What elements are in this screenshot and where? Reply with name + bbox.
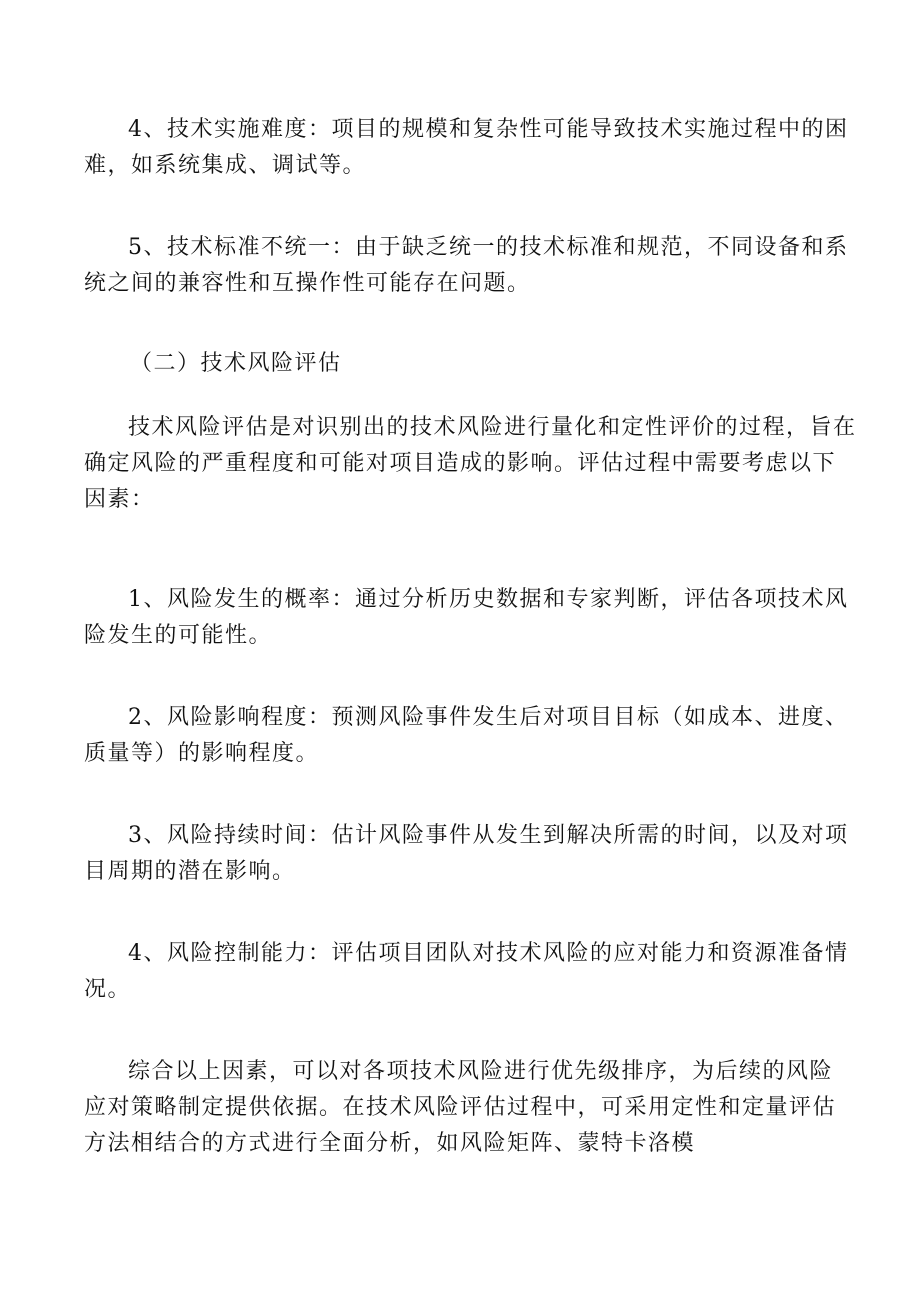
- text-line: 4、风险控制能力：评估项目团队对技术风险的应对能力和资源准备情: [128, 941, 849, 966]
- paragraph-risk-assessment-intro: [84, 410, 857, 518]
- text-line: 难，如系统集成、调试等。: [84, 153, 367, 178]
- text-line: 应对策略制定提供依据。在技术风险评估过程中，可采用定性和定量评估: [84, 1095, 837, 1120]
- paragraph-tech-standards: [84, 230, 849, 302]
- text-line: 确定风险的严重程度和可能对项目造成的影响。评估过程中需要考虑以下: [84, 451, 837, 476]
- section-heading: （二）技术风险评估: [130, 351, 342, 376]
- paragraph-risk-probability: [84, 582, 849, 654]
- text-line: 5、技术标准不统一：由于缺乏统一的技术标准和规范，不同设备和系: [128, 235, 849, 260]
- paragraph-tech-implementation-difficulty: [84, 112, 849, 184]
- paragraph-risk-impact: [84, 700, 849, 772]
- paragraph-risk-duration: [84, 818, 849, 890]
- paragraph-risk-control: [84, 936, 849, 1008]
- text-line: 技术风险评估是对识别出的技术风险进行量化和定性评价的过程，旨在: [128, 415, 857, 440]
- text-line: 险发生的可能性。: [84, 623, 273, 648]
- text-line: 目周期的潜在影响。: [84, 859, 296, 884]
- text-line: 统之间的兼容性和互操作性可能存在问题。: [84, 271, 531, 296]
- text-line: 4、技术实施难度：项目的规模和复杂性可能导致技术实施过程中的困: [128, 117, 849, 142]
- text-line: 3、风险持续时间：估计风险事件从发生到解决所需的时间，以及对项: [128, 823, 849, 848]
- text-line: 2、风险影响程度：预测风险事件发生后对项目目标（如成本、进度、: [128, 705, 849, 730]
- paragraph-summary: [84, 1054, 836, 1162]
- text-line: 方法相结合的方式进行全面分析，如风险矩阵、蒙特卡洛模: [84, 1131, 696, 1156]
- text-line: 质量等）的影响程度。: [84, 741, 320, 766]
- text-line: 况。: [84, 977, 132, 1002]
- text-line: 因素：: [84, 487, 155, 512]
- text-line: 综合以上因素，可以对各项技术风险进行优先级排序，为后续的风险: [128, 1059, 834, 1084]
- text-line: 1、风险发生的概率：通过分析历史数据和专家判断，评估各项技术风: [128, 587, 849, 612]
